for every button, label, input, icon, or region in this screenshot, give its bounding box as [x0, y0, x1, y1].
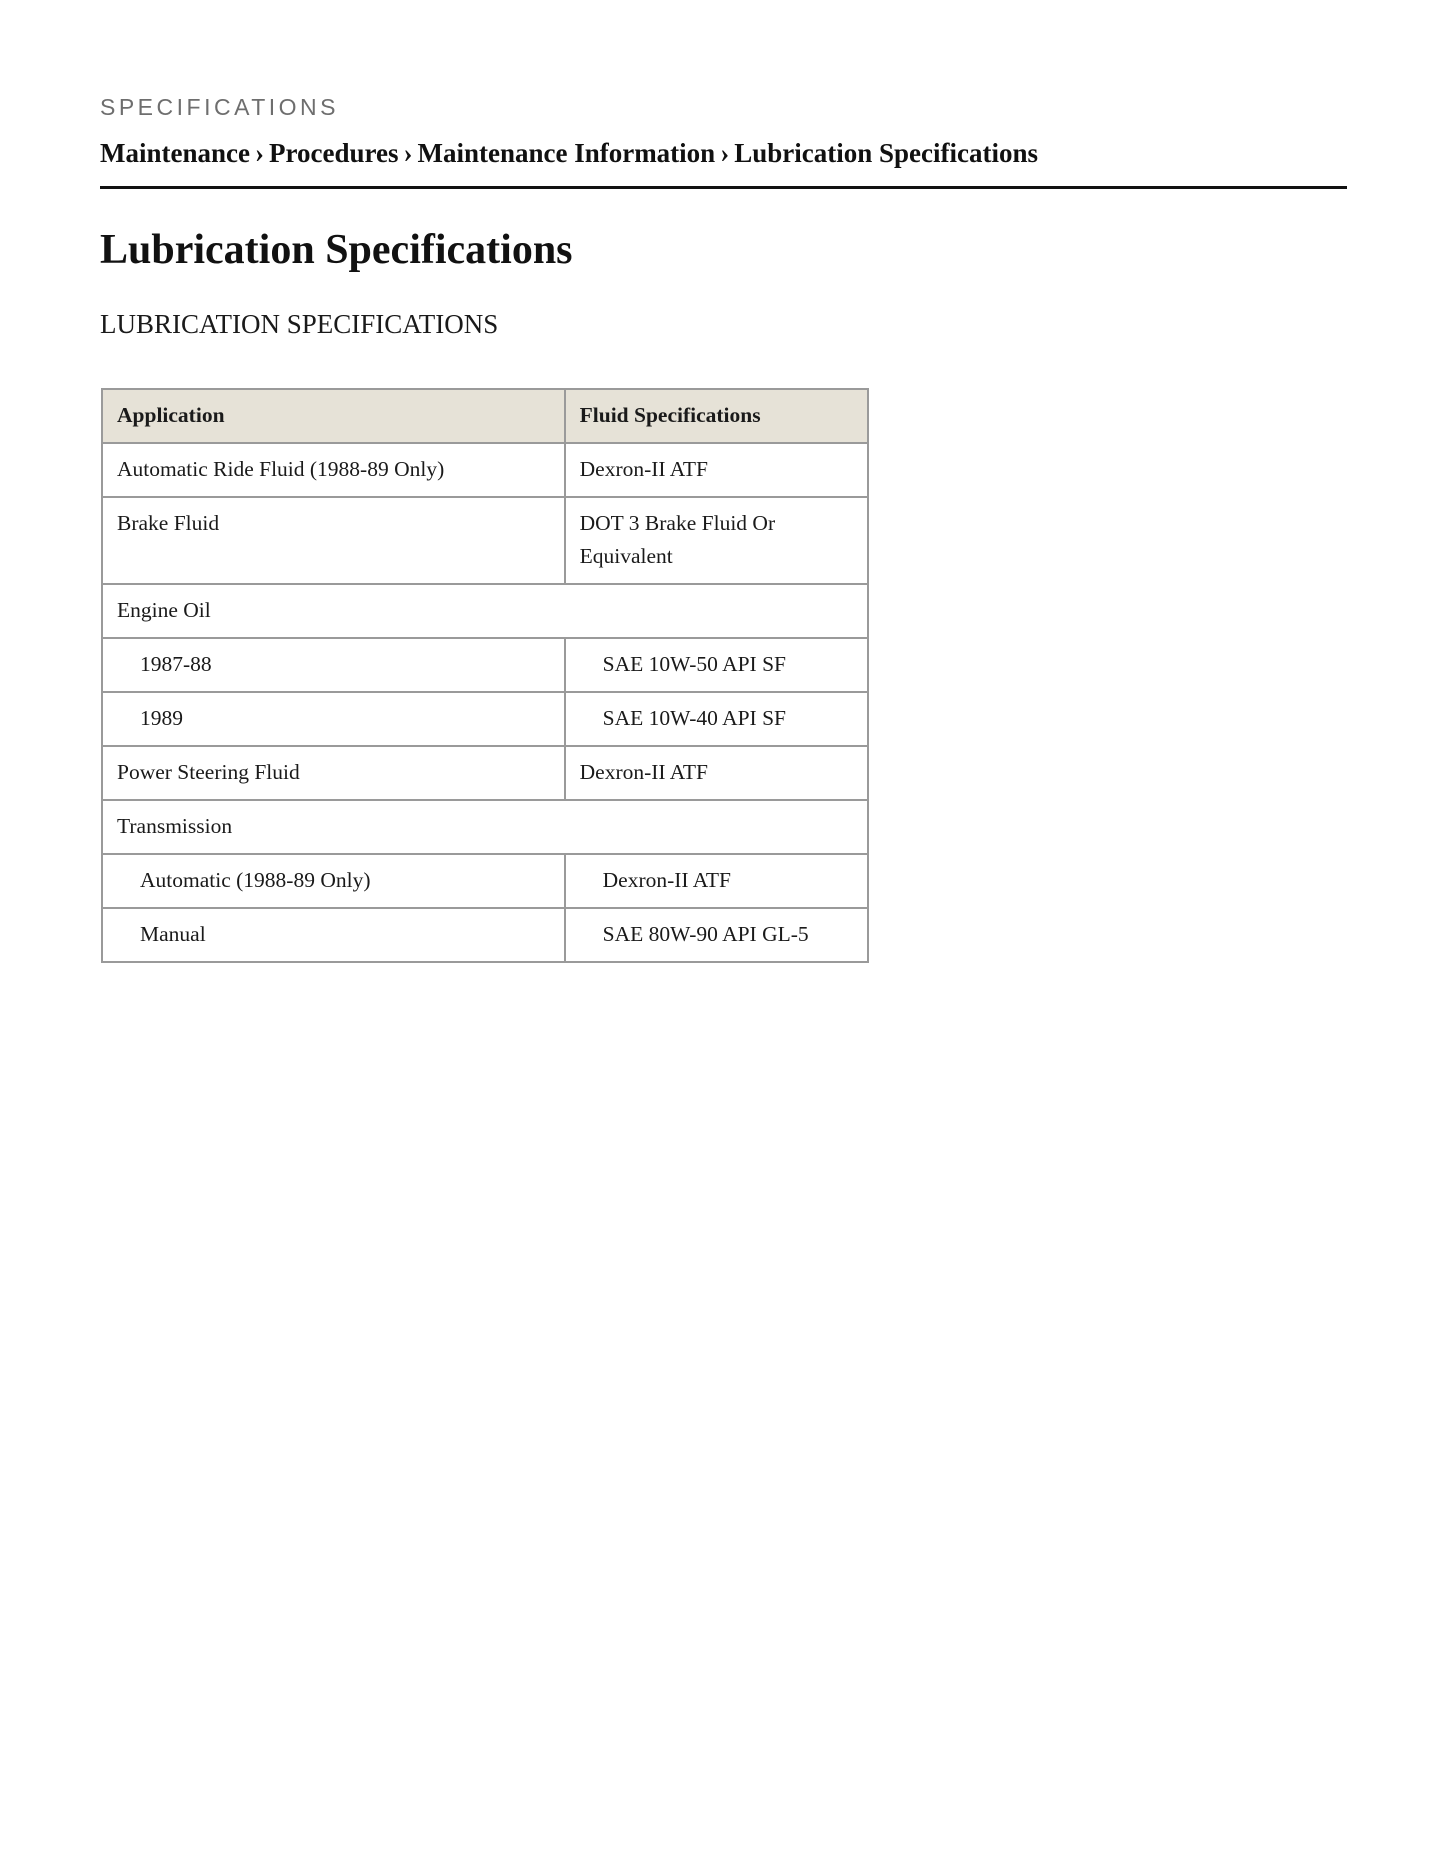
breadcrumb-item-maintenance-information[interactable]: Maintenance Information: [417, 138, 716, 168]
cell-application: Automatic (1988-89 Only): [102, 854, 565, 908]
table-header-row: [102, 389, 868, 443]
table-row: [102, 638, 868, 692]
table-group-row: [102, 584, 868, 638]
section-label: SPECIFICATIONS: [100, 94, 339, 120]
cell-fluid: SAE 10W-40 API SF: [565, 692, 868, 746]
cell-application: 1989: [102, 692, 565, 746]
column-header-application: Application: [102, 389, 565, 443]
table-row: [102, 854, 868, 908]
page-subtitle: LUBRICATION SPECIFICATIONS: [100, 309, 499, 339]
table-row: [102, 443, 868, 497]
cell-application: Manual: [102, 908, 565, 962]
table-row: [102, 497, 868, 584]
cell-fluid: SAE 10W-50 API SF: [565, 638, 868, 692]
table-row: [102, 746, 868, 800]
cell-fluid: SAE 80W-90 API GL-5: [565, 908, 868, 962]
table-row: [102, 908, 868, 962]
breadcrumb-item-maintenance[interactable]: Maintenance: [100, 138, 250, 168]
cell-application: 1987-88: [102, 638, 565, 692]
breadcrumb: [100, 135, 1038, 171]
table-row: [102, 692, 868, 746]
breadcrumb-item-lubrication-specifications[interactable]: Lubrication Specifications: [734, 138, 1038, 168]
cell-application: Brake Fluid: [102, 497, 565, 584]
breadcrumb-separator: ›: [720, 138, 730, 168]
lubrication-spec-table: [101, 388, 869, 963]
breadcrumb-separator: ›: [254, 138, 264, 168]
column-header-fluid-specifications: Fluid Specifications: [565, 389, 868, 443]
cell-fluid: Dexron-II ATF: [565, 746, 868, 800]
page-title: Lubrication Specifications: [100, 227, 573, 273]
cell-application: Automatic Ride Fluid (1988-89 Only): [102, 443, 565, 497]
cell-fluid: Dexron-II ATF: [565, 854, 868, 908]
table-group-row: [102, 800, 868, 854]
breadcrumb-item-procedures[interactable]: Procedures: [268, 138, 399, 168]
group-label-engine-oil: Engine Oil: [102, 584, 868, 638]
group-label-transmission: Transmission: [102, 800, 868, 854]
header-divider: [100, 186, 1347, 189]
cell-fluid: Dexron-II ATF: [565, 443, 868, 497]
breadcrumb-separator: ›: [403, 138, 413, 168]
cell-application: Power Steering Fluid: [102, 746, 565, 800]
cell-fluid: DOT 3 Brake Fluid Or Equivalent: [565, 497, 868, 584]
